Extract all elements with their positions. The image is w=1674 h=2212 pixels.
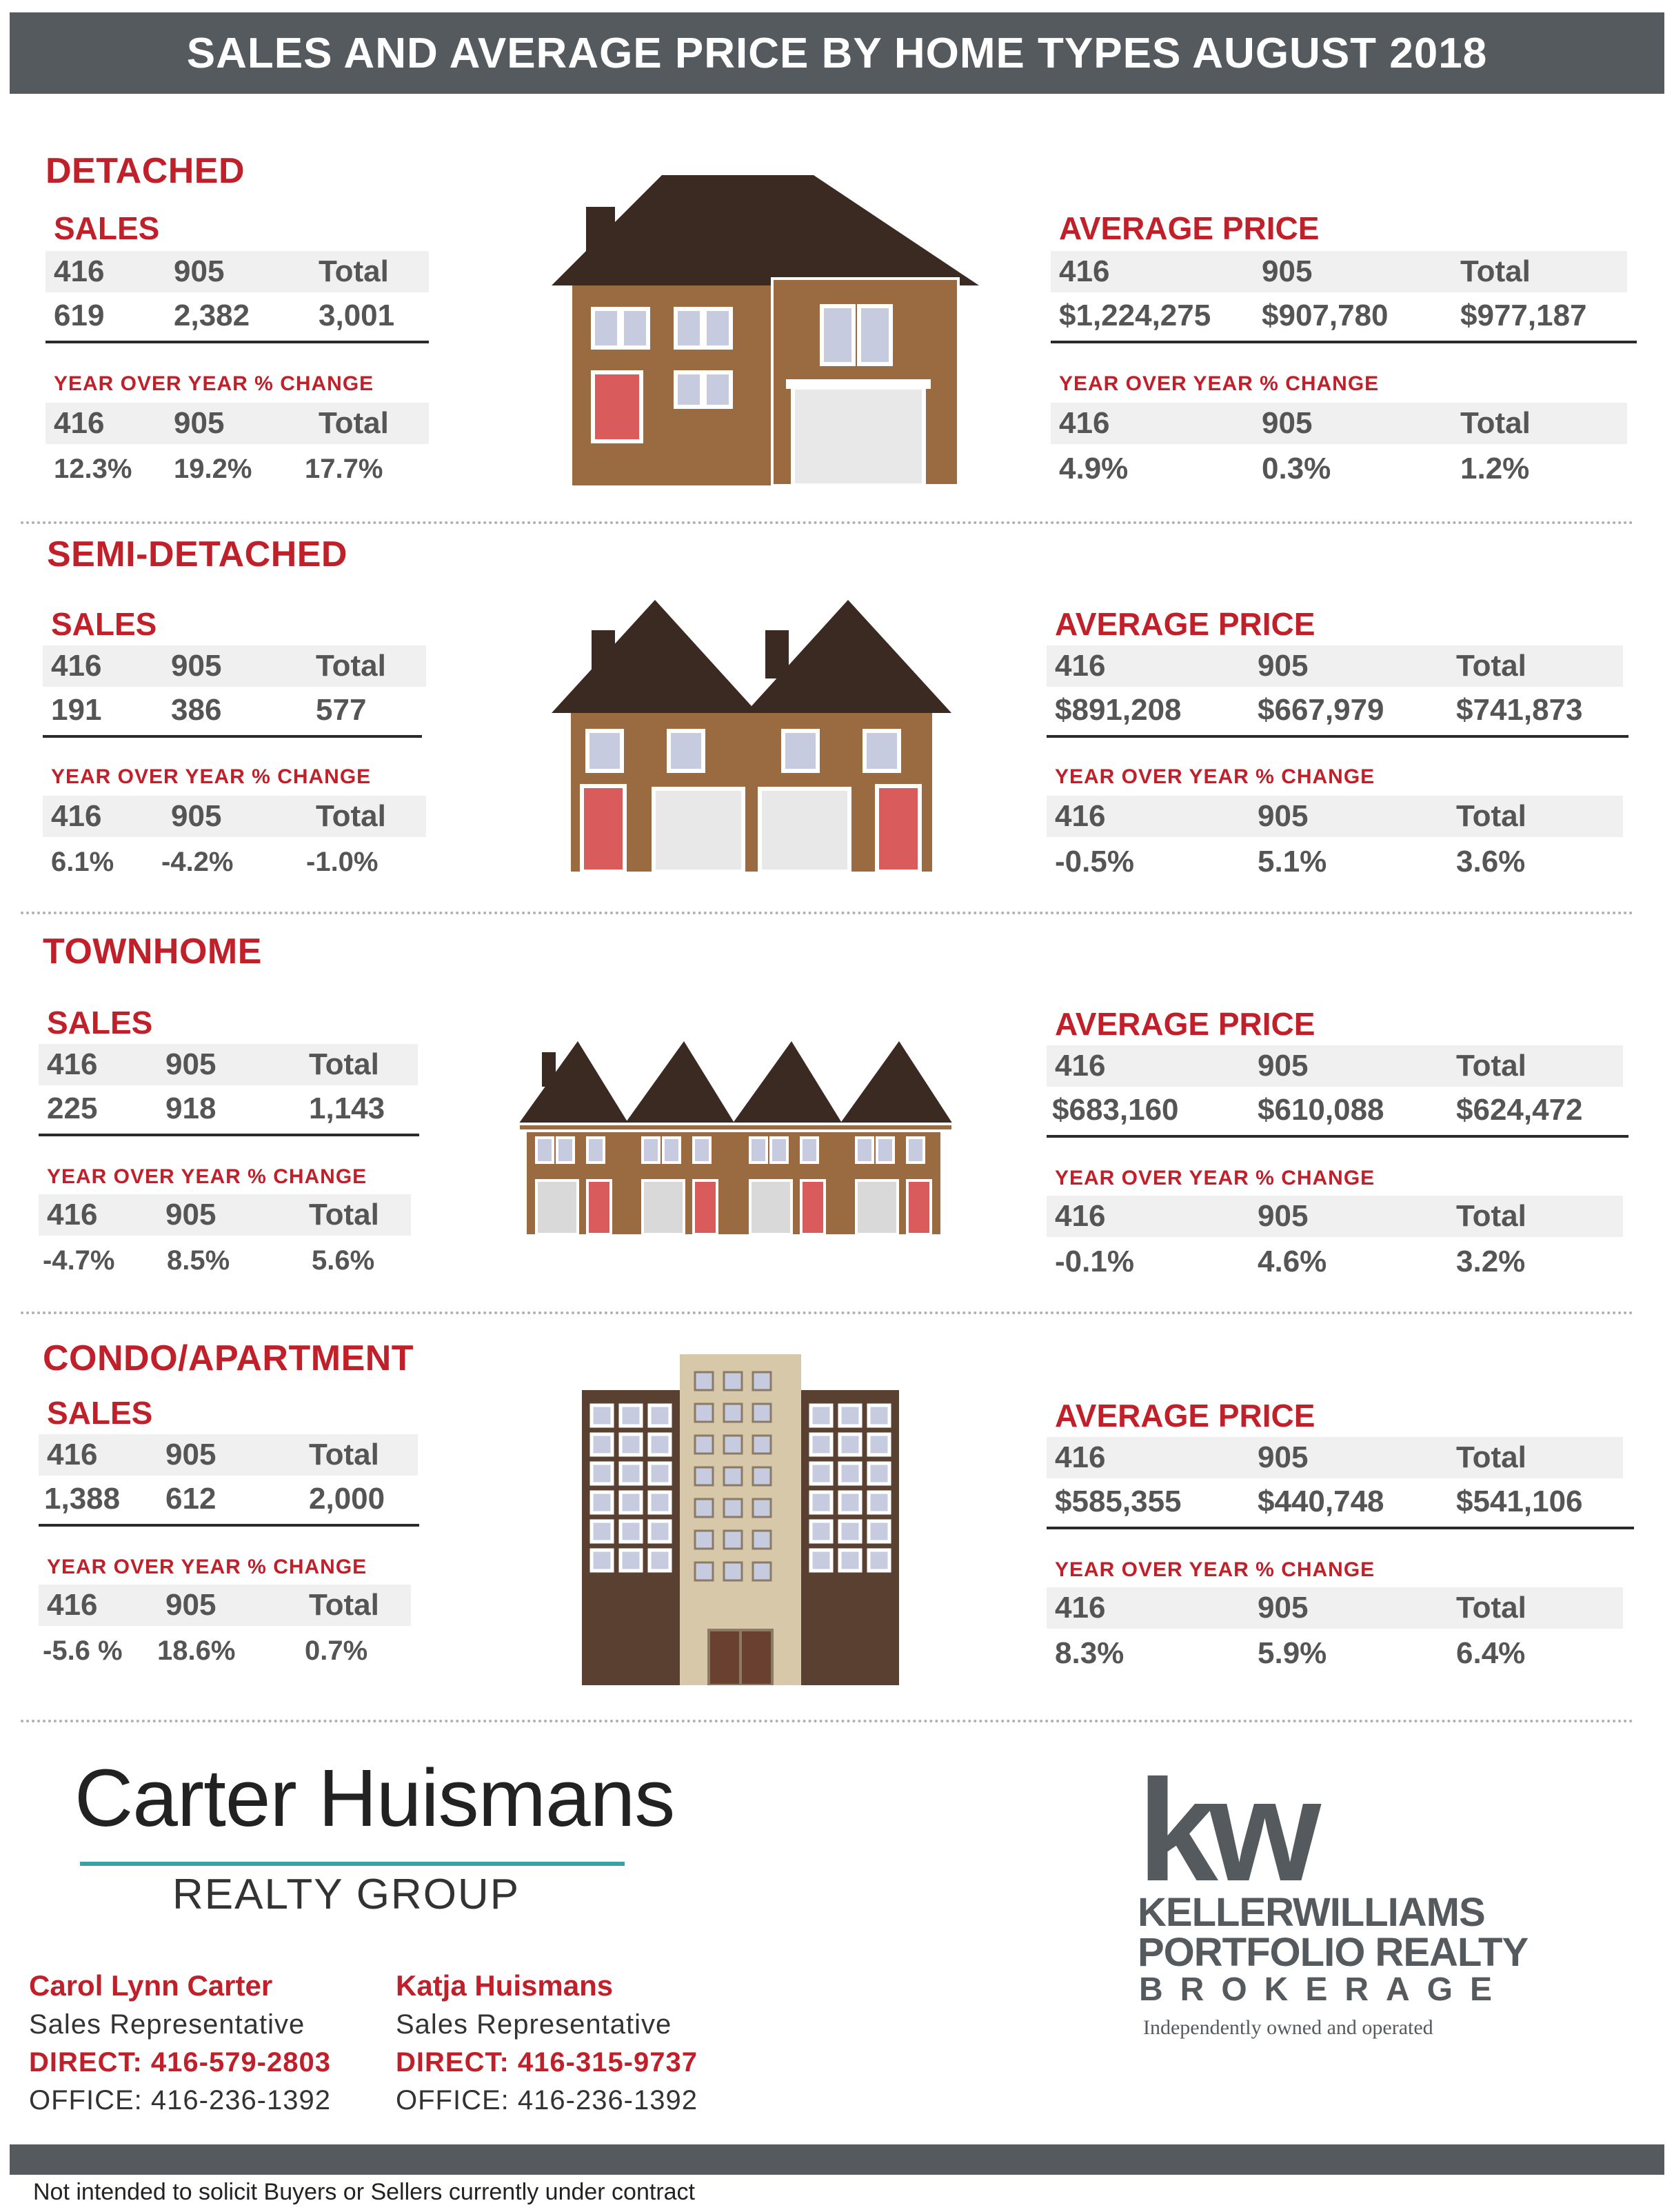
townhome-illustration	[518, 1034, 960, 1234]
price-block	[1051, 210, 1644, 568]
semi-detached-house-illustration	[552, 596, 951, 872]
col-416: 416	[47, 1438, 98, 1471]
yoy-416: -5.6 %	[43, 1636, 123, 1666]
col-total: Total	[1456, 1591, 1526, 1625]
col-416: 416	[54, 406, 105, 440]
col-total: Total	[1460, 406, 1531, 440]
col-905: 905	[1258, 649, 1309, 683]
yoy-value-row	[39, 1630, 411, 1671]
col-total: Total	[309, 1047, 379, 1081]
agent-role: Sales Representative	[396, 2009, 672, 2040]
col-905: 905	[1258, 1591, 1309, 1625]
yoy-905: 4.6%	[1258, 1245, 1327, 1278]
avg-price-label: AVERAGE PRICE	[1055, 1398, 1315, 1434]
agent-direct-phone[interactable]: DIRECT: 416-579-2803	[29, 2047, 331, 2078]
sales-416: 1,388	[44, 1482, 121, 1516]
yoy-416: -0.1%	[1055, 1245, 1134, 1278]
yoy-value-row	[1047, 1241, 1623, 1283]
col-total: Total	[309, 1198, 379, 1231]
agent-card-carter	[29, 1969, 387, 2116]
price-905: $907,780	[1262, 299, 1389, 332]
yoy-label: YEAR OVER YEAR % CHANGE	[1059, 372, 1380, 395]
yoy-value-row	[1047, 1633, 1623, 1674]
col-905: 905	[1262, 406, 1313, 440]
sales-block	[46, 210, 432, 568]
col-416: 416	[1055, 1199, 1106, 1233]
sales-label: SALES	[47, 1395, 153, 1431]
kw-line3: BROKERAGE	[1139, 1971, 1510, 2008]
yoy-value-row	[43, 841, 426, 883]
section-semi-detached	[0, 534, 1674, 920]
col-416: 416	[1055, 1049, 1106, 1083]
yoy-label: YEAR OVER YEAR % CHANGE	[1055, 1167, 1375, 1189]
sales-416: 619	[54, 299, 105, 332]
sales-label: SALES	[47, 1005, 153, 1040]
col-905: 905	[165, 1438, 216, 1471]
detached-house-illustration	[552, 168, 979, 485]
yoy-label: YEAR OVER YEAR % CHANGE	[1055, 765, 1375, 788]
price-value-row	[1047, 1089, 1623, 1131]
yoy-header-row	[1047, 1587, 1623, 1629]
agent-name: Katja Huismans	[396, 1969, 614, 2002]
section-title: TOWNHOME	[43, 932, 262, 972]
sales-header-row	[43, 645, 426, 687]
col-416: 416	[1059, 406, 1110, 440]
sales-value-row	[39, 1088, 418, 1129]
col-905: 905	[165, 1198, 216, 1231]
disclaimer: Not intended to solicit Buyers or Sellers currently under contract	[33, 2179, 696, 2205]
yoy-label: YEAR OVER YEAR % CHANGE	[47, 1165, 367, 1188]
sales-block	[43, 605, 429, 964]
yoy-total: -1.0%	[306, 847, 379, 877]
divider	[43, 735, 422, 738]
sales-block	[39, 1004, 425, 1363]
yoy-905: 0.3%	[1262, 452, 1331, 485]
col-total: Total	[316, 799, 386, 833]
avg-price-label: AVERAGE PRICE	[1055, 1006, 1315, 1042]
sales-905: 918	[165, 1092, 216, 1125]
sales-905: 2,382	[174, 299, 250, 332]
yoy-total: 1.2%	[1460, 452, 1530, 485]
price-416: $891,208	[1055, 693, 1182, 727]
col-total: Total	[1456, 1199, 1526, 1233]
yoy-905: 8.5%	[167, 1245, 230, 1276]
yoy-416: 8.3%	[1055, 1636, 1125, 1670]
price-total: $741,873	[1456, 693, 1583, 727]
col-905: 905	[171, 649, 222, 683]
yoy-total: 3.6%	[1456, 845, 1526, 878]
divider	[39, 1134, 419, 1136]
price-header-row	[1047, 645, 1623, 687]
yoy-header-row	[1047, 796, 1623, 837]
yoy-905: 5.1%	[1258, 845, 1327, 878]
price-416: $1,224,275	[1059, 299, 1211, 332]
page-title: SALES AND AVERAGE PRICE BY HOME TYPES AUGUST 2018	[10, 12, 1664, 94]
yoy-label: YEAR OVER YEAR % CHANGE	[47, 1556, 367, 1578]
price-block	[1047, 1397, 1640, 1756]
sales-total: 3,001	[319, 299, 395, 332]
yoy-416: 4.9%	[1059, 452, 1129, 485]
price-416: $683,160	[1052, 1093, 1179, 1127]
condo-building-illustration	[582, 1354, 899, 1685]
yoy-header-row	[46, 403, 429, 444]
col-total: Total	[319, 254, 389, 288]
sales-416: 225	[47, 1092, 98, 1125]
divider	[1051, 341, 1637, 343]
agent-name: Carol Lynn Carter	[29, 1969, 273, 2002]
col-total: Total	[316, 649, 386, 683]
col-905: 905	[1258, 799, 1309, 833]
sales-label: SALES	[54, 210, 160, 246]
yoy-total: 5.6%	[312, 1245, 375, 1276]
price-total: $541,106	[1456, 1485, 1583, 1518]
sales-905: 386	[171, 693, 222, 727]
col-total: Total	[1456, 799, 1526, 833]
price-value-row	[1047, 690, 1623, 731]
section-separator	[21, 912, 1634, 914]
agent-role: Sales Representative	[29, 2009, 305, 2040]
section-separator	[21, 521, 1634, 524]
brand-subtitle: REALTY GROUP	[172, 1871, 521, 1918]
sales-total: 577	[316, 693, 367, 727]
kw-tagline: Independently owned and operated	[1143, 2016, 1433, 2039]
yoy-value-row	[39, 1240, 411, 1281]
price-header-row	[1051, 251, 1627, 292]
col-total: Total	[1456, 1049, 1526, 1083]
yoy-label: YEAR OVER YEAR % CHANGE	[1055, 1558, 1375, 1581]
col-416: 416	[1055, 1440, 1106, 1474]
col-total: Total	[1460, 254, 1531, 288]
sales-total: 1,143	[309, 1092, 385, 1125]
sales-total: 2,000	[309, 1482, 385, 1516]
agent-office-phone[interactable]: OFFICE: 416-236-1392	[396, 2085, 698, 2115]
kw-line1: KELLERWILLIAMS	[1138, 1890, 1485, 1935]
sales-416: 191	[51, 693, 102, 727]
yoy-label: YEAR OVER YEAR % CHANGE	[54, 372, 374, 395]
yoy-905: 18.6%	[157, 1636, 236, 1666]
yoy-total: 17.7%	[305, 454, 383, 484]
yoy-value-row	[1051, 448, 1627, 490]
yoy-416: 12.3%	[54, 454, 132, 484]
col-416: 416	[47, 1588, 98, 1622]
price-header-row	[1047, 1437, 1623, 1478]
agent-office-phone[interactable]: OFFICE: 416-236-1392	[29, 2085, 331, 2115]
yoy-header-row	[39, 1585, 411, 1626]
section-title: SEMI-DETACHED	[47, 534, 347, 574]
kw-line2: PORTFOLIO REALTY	[1138, 1930, 1529, 1975]
yoy-header-row	[1047, 1196, 1623, 1237]
col-416: 416	[51, 799, 102, 833]
agent-direct-phone[interactable]: DIRECT: 416-315-9737	[396, 2047, 698, 2078]
avg-price-label: AVERAGE PRICE	[1055, 606, 1315, 642]
price-905: $667,979	[1258, 693, 1384, 727]
divider	[39, 1524, 419, 1527]
price-value-row	[1047, 1481, 1623, 1522]
price-416: $585,355	[1055, 1485, 1182, 1518]
yoy-total: 0.7%	[305, 1636, 368, 1666]
price-header-row	[1047, 1045, 1623, 1087]
col-416: 416	[1055, 799, 1106, 833]
yoy-value-row	[46, 448, 429, 490]
sales-header-row	[39, 1434, 418, 1476]
footer-bar	[10, 2144, 1664, 2175]
col-905: 905	[1262, 254, 1313, 288]
agent-card-huismans	[396, 1969, 754, 2116]
col-905: 905	[171, 799, 222, 833]
col-905: 905	[1258, 1199, 1309, 1233]
sales-value-row	[46, 295, 429, 336]
sales-value-row	[39, 1478, 418, 1520]
avg-price-label: AVERAGE PRICE	[1059, 210, 1320, 246]
yoy-value-row	[1047, 841, 1623, 883]
price-905: $440,748	[1258, 1485, 1384, 1518]
sales-header-row	[46, 251, 429, 292]
sales-block	[39, 1394, 425, 1753]
col-total: Total	[1456, 649, 1526, 683]
yoy-416: -4.7%	[43, 1245, 115, 1276]
sales-value-row	[43, 690, 426, 731]
price-total: $977,187	[1460, 299, 1587, 332]
col-905: 905	[174, 406, 225, 440]
col-total: Total	[309, 1438, 379, 1471]
section-detached	[0, 138, 1674, 524]
col-total: Total	[1456, 1440, 1526, 1474]
col-416: 416	[1059, 254, 1110, 288]
brand-name: Carter Huismans	[74, 1753, 675, 1844]
section-title: CONDO/APARTMENT	[43, 1338, 414, 1378]
price-block	[1047, 605, 1640, 964]
divider	[1047, 735, 1628, 738]
yoy-905: 5.9%	[1258, 1636, 1327, 1670]
yoy-header-row	[39, 1194, 411, 1236]
col-416: 416	[51, 649, 102, 683]
col-905: 905	[174, 254, 225, 288]
col-905: 905	[165, 1047, 216, 1081]
yoy-total: 3.2%	[1456, 1245, 1526, 1278]
sales-905: 612	[165, 1482, 216, 1516]
col-905: 905	[1258, 1440, 1309, 1474]
yoy-416: -0.5%	[1055, 845, 1134, 878]
section-separator	[21, 1311, 1634, 1314]
col-416: 416	[47, 1198, 98, 1231]
price-905: $610,088	[1258, 1093, 1384, 1127]
price-total: $624,472	[1456, 1093, 1583, 1127]
price-value-row	[1051, 295, 1627, 336]
col-total: Total	[319, 406, 389, 440]
col-416: 416	[1055, 1591, 1106, 1625]
sales-header-row	[39, 1044, 418, 1085]
yoy-416: 6.1%	[51, 847, 114, 877]
price-block	[1047, 1005, 1640, 1364]
col-416: 416	[54, 254, 105, 288]
kw-mark: kw	[1138, 1749, 1312, 1911]
yoy-header-row	[1051, 403, 1627, 444]
brand-underline	[80, 1862, 625, 1866]
col-905: 905	[165, 1588, 216, 1622]
yoy-905: -4.2%	[161, 847, 234, 877]
divider	[1047, 1135, 1628, 1138]
col-416: 416	[47, 1047, 98, 1081]
col-416: 416	[1055, 649, 1106, 683]
yoy-total: 6.4%	[1456, 1636, 1526, 1670]
section-townhome	[0, 931, 1674, 1317]
divider	[1047, 1527, 1634, 1529]
col-total: Total	[309, 1588, 379, 1622]
section-title: DETACHED	[46, 151, 245, 191]
sales-label: SALES	[51, 606, 157, 642]
section-condo-apartment	[0, 1338, 1674, 1724]
yoy-header-row	[43, 796, 426, 837]
keller-williams-logo	[1138, 1749, 1613, 2039]
section-separator	[21, 1720, 1634, 1722]
yoy-905: 19.2%	[174, 454, 252, 484]
col-905: 905	[1258, 1049, 1309, 1083]
divider	[46, 341, 429, 343]
yoy-label: YEAR OVER YEAR % CHANGE	[51, 765, 372, 788]
